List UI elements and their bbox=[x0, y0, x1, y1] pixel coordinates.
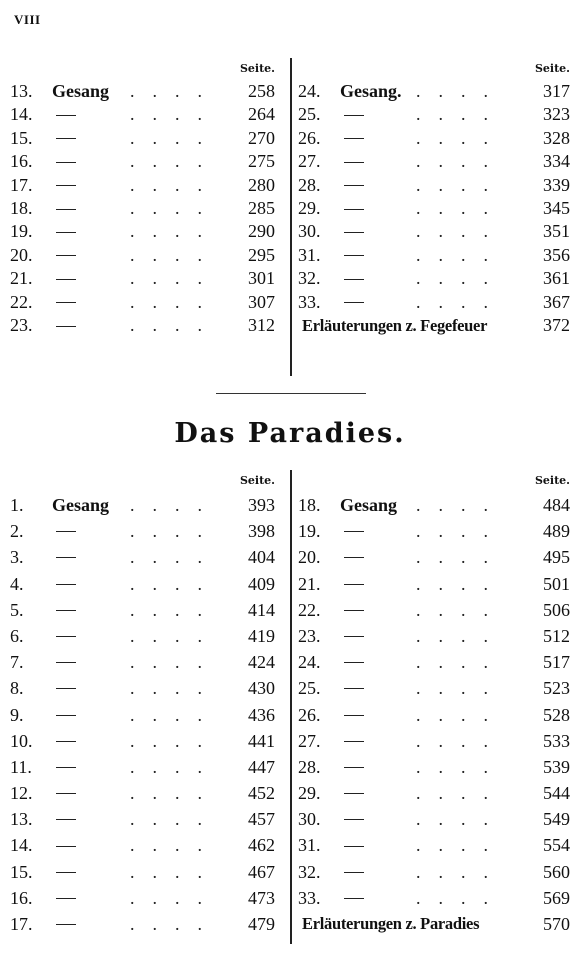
ditto-dash bbox=[56, 531, 76, 532]
toc-entry bbox=[10, 832, 275, 858]
leader-dots: .... bbox=[416, 678, 506, 699]
entry-number: 28. bbox=[298, 756, 321, 777]
toc-entry bbox=[298, 780, 570, 806]
entry-page: 345 bbox=[543, 197, 570, 218]
entry-page: 307 bbox=[248, 291, 275, 312]
toc-entry bbox=[10, 623, 275, 649]
ditto-dash bbox=[344, 662, 364, 663]
entry-number: 6. bbox=[10, 625, 24, 646]
ditto-dash bbox=[344, 741, 364, 742]
toc-entry bbox=[10, 728, 275, 754]
notes-text: Erläuterungen z. Paradies bbox=[302, 914, 480, 933]
ditto-dash bbox=[56, 846, 76, 847]
entry-page: 275 bbox=[248, 151, 275, 172]
ditto-dash bbox=[344, 279, 364, 280]
ditto-dash bbox=[56, 115, 76, 116]
leader-dots: .... bbox=[130, 495, 220, 515]
ditto-dash bbox=[56, 279, 76, 280]
ditto-dash bbox=[344, 767, 364, 768]
entry-page: 398 bbox=[248, 521, 275, 542]
toc-entry bbox=[10, 314, 275, 337]
entry-page: 544 bbox=[543, 783, 570, 804]
toc-entry bbox=[10, 267, 275, 290]
entry-page: 467 bbox=[248, 861, 275, 882]
ditto-dash bbox=[344, 584, 364, 585]
entry-page: 404 bbox=[248, 547, 275, 568]
toc-entry bbox=[10, 103, 275, 126]
leader-dots: .... bbox=[130, 197, 220, 218]
entry-page: 554 bbox=[543, 835, 570, 856]
entry-page: 361 bbox=[543, 268, 570, 289]
entry-number: 32. bbox=[298, 861, 321, 882]
toc-entry bbox=[298, 832, 570, 858]
ditto-dash bbox=[56, 232, 76, 233]
leader-dots: .... bbox=[130, 521, 220, 542]
toc-notes-entry bbox=[298, 911, 570, 937]
leader-dots: .... bbox=[416, 81, 506, 101]
toc-entry bbox=[10, 885, 275, 911]
toc-entry bbox=[298, 675, 570, 701]
entry-page: 462 bbox=[248, 835, 275, 856]
leader-dots: .... bbox=[130, 704, 220, 725]
toc-entry bbox=[10, 754, 275, 780]
leader-dots: .... bbox=[130, 127, 220, 148]
entry-page: 328 bbox=[543, 127, 570, 148]
ditto-dash bbox=[56, 326, 76, 327]
ditto-dash bbox=[56, 302, 76, 303]
toc-entry bbox=[298, 518, 570, 544]
entry-page: 457 bbox=[248, 809, 275, 830]
leader-dots: .... bbox=[130, 625, 220, 646]
ditto-dash bbox=[344, 610, 364, 611]
entry-label: Gesang bbox=[52, 495, 110, 515]
entry-page: 430 bbox=[248, 678, 275, 699]
ditto-dash bbox=[56, 162, 76, 163]
entry-number: 27. bbox=[298, 151, 321, 172]
entry-number: 1. bbox=[10, 495, 24, 515]
toc-entry bbox=[298, 492, 570, 518]
column-divider bbox=[290, 58, 292, 376]
ditto-dash bbox=[56, 255, 76, 256]
entry-page: 512 bbox=[543, 625, 570, 646]
toc-entry bbox=[298, 806, 570, 832]
entry-number: 33. bbox=[298, 291, 321, 312]
entry-number: 25. bbox=[298, 104, 321, 125]
seite-header: Seite. bbox=[534, 474, 570, 487]
toc-entry bbox=[298, 754, 570, 780]
entry-number: 16. bbox=[10, 887, 33, 908]
entry-label: Gesang bbox=[52, 81, 110, 101]
entry-number: 17. bbox=[10, 174, 33, 195]
ditto-dash bbox=[56, 793, 76, 794]
leader-dots: .... bbox=[130, 573, 220, 594]
leader-dots: .... bbox=[416, 151, 506, 172]
entry-page: 290 bbox=[248, 221, 275, 242]
section-divider bbox=[216, 393, 366, 394]
notes-text: Erläuterungen z. Fegefeuer bbox=[302, 315, 488, 335]
entry-number: 21. bbox=[298, 573, 321, 594]
leader-dots: .... bbox=[130, 174, 220, 195]
toc-right-column bbox=[298, 58, 570, 337]
toc-entry bbox=[298, 80, 570, 103]
notes-page: 570 bbox=[543, 914, 570, 934]
leader-dots: .... bbox=[130, 151, 220, 172]
entry-page: 533 bbox=[543, 730, 570, 751]
toc-entry bbox=[298, 267, 570, 290]
entry-page: 414 bbox=[248, 599, 275, 620]
leader-dots: .... bbox=[416, 221, 506, 242]
ditto-dash bbox=[56, 767, 76, 768]
entry-number: 23. bbox=[10, 314, 33, 335]
ditto-dash bbox=[344, 715, 364, 716]
leader-dots: .... bbox=[416, 756, 506, 777]
toc-left-column bbox=[10, 58, 275, 337]
entry-number: 22. bbox=[298, 599, 321, 620]
toc-left-column bbox=[10, 470, 275, 937]
leader-dots: .... bbox=[130, 291, 220, 312]
leader-dots: .... bbox=[416, 625, 506, 646]
leader-dots: .... bbox=[416, 599, 506, 620]
entry-number: 20. bbox=[10, 244, 33, 265]
leader-dots: .... bbox=[130, 887, 220, 908]
ditto-dash bbox=[56, 924, 76, 925]
entry-number: 30. bbox=[298, 809, 321, 830]
ditto-dash bbox=[56, 662, 76, 663]
ditto-dash bbox=[56, 557, 76, 558]
leader-dots: .... bbox=[416, 783, 506, 804]
entry-number: 14. bbox=[10, 104, 33, 125]
entry-number: 29. bbox=[298, 783, 321, 804]
entry-page: 258 bbox=[248, 81, 275, 101]
toc-entry bbox=[10, 859, 275, 885]
leader-dots: .... bbox=[130, 221, 220, 242]
ditto-dash bbox=[344, 185, 364, 186]
entry-page: 473 bbox=[248, 887, 275, 908]
entry-page: 549 bbox=[543, 809, 570, 830]
ditto-dash bbox=[344, 688, 364, 689]
toc-entry bbox=[10, 127, 275, 150]
entry-page: 285 bbox=[248, 197, 275, 218]
entry-number: 9. bbox=[10, 704, 24, 725]
toc-entry bbox=[10, 197, 275, 220]
entry-number: 13. bbox=[10, 809, 33, 830]
leader-dots: .... bbox=[130, 678, 220, 699]
entry-number: 19. bbox=[298, 521, 321, 542]
ditto-dash bbox=[344, 898, 364, 899]
ditto-dash bbox=[344, 115, 364, 116]
leader-dots: .... bbox=[130, 914, 220, 934]
toc-entry bbox=[298, 220, 570, 243]
entry-page: 506 bbox=[543, 599, 570, 620]
ditto-dash bbox=[344, 209, 364, 210]
ditto-dash bbox=[56, 898, 76, 899]
entry-page: 441 bbox=[248, 730, 275, 751]
entry-number: 13. bbox=[10, 81, 33, 101]
entry-number: 28. bbox=[298, 174, 321, 195]
toc-entry bbox=[10, 244, 275, 267]
entry-page: 264 bbox=[248, 104, 275, 125]
toc-entry bbox=[10, 571, 275, 597]
leader-dots: .... bbox=[416, 104, 506, 125]
toc-entry bbox=[10, 80, 275, 103]
notes-label bbox=[302, 314, 570, 337]
entry-page: 270 bbox=[248, 127, 275, 148]
toc-entry bbox=[10, 518, 275, 544]
leader-dots: .... bbox=[416, 547, 506, 568]
toc-right-column bbox=[298, 470, 570, 937]
ditto-dash bbox=[344, 232, 364, 233]
toc-entry bbox=[298, 623, 570, 649]
ditto-dash bbox=[344, 302, 364, 303]
column-divider bbox=[290, 470, 292, 944]
toc-entry bbox=[10, 702, 275, 728]
toc-entry bbox=[298, 597, 570, 623]
entry-number: 29. bbox=[298, 197, 321, 218]
leader-dots: .... bbox=[130, 547, 220, 568]
entry-number: 31. bbox=[298, 244, 321, 265]
leader-dots: .... bbox=[416, 704, 506, 725]
entry-page: 367 bbox=[543, 291, 570, 312]
entry-page: 484 bbox=[543, 495, 570, 515]
entry-number: 26. bbox=[298, 127, 321, 148]
entry-number: 27. bbox=[298, 730, 321, 751]
toc-entry bbox=[10, 911, 275, 937]
toc-entry bbox=[10, 220, 275, 243]
toc-entry bbox=[10, 174, 275, 197]
entry-number: 8. bbox=[10, 678, 24, 699]
toc-entry bbox=[298, 728, 570, 754]
entry-page: 569 bbox=[543, 887, 570, 908]
leader-dots: .... bbox=[130, 861, 220, 882]
entry-page: 419 bbox=[248, 625, 275, 646]
toc-entry bbox=[298, 150, 570, 173]
toc-entry bbox=[10, 597, 275, 623]
toc-entry bbox=[298, 571, 570, 597]
entry-number: 24. bbox=[298, 81, 321, 101]
leader-dots: .... bbox=[416, 268, 506, 289]
ditto-dash bbox=[344, 557, 364, 558]
entry-label: Gesang. bbox=[340, 81, 402, 101]
entry-page: 539 bbox=[543, 756, 570, 777]
entry-page: 489 bbox=[543, 521, 570, 542]
toc-entry bbox=[10, 150, 275, 173]
toc-entry bbox=[10, 544, 275, 570]
toc-entry bbox=[298, 103, 570, 126]
leader-dots: .... bbox=[130, 652, 220, 673]
entry-page: 334 bbox=[543, 151, 570, 172]
entry-number: 2. bbox=[10, 521, 24, 542]
notes-label bbox=[302, 911, 570, 937]
entry-page: 560 bbox=[543, 861, 570, 882]
toc-entry bbox=[298, 127, 570, 150]
leader-dots: .... bbox=[130, 599, 220, 620]
entry-number: 30. bbox=[298, 221, 321, 242]
entry-number: 22. bbox=[10, 291, 33, 312]
entry-page: 295 bbox=[248, 244, 275, 265]
toc-entry bbox=[298, 649, 570, 675]
ditto-dash bbox=[56, 584, 76, 585]
entry-number: 16. bbox=[10, 151, 33, 172]
entry-page: 351 bbox=[543, 221, 570, 242]
leader-dots: .... bbox=[130, 809, 220, 830]
entry-number: 5. bbox=[10, 599, 24, 620]
toc-entry bbox=[298, 291, 570, 314]
entry-page: 323 bbox=[543, 104, 570, 125]
toc-entry bbox=[298, 885, 570, 911]
entry-page: 317 bbox=[543, 81, 570, 101]
entry-number: 15. bbox=[10, 861, 33, 882]
seite-header: Seite. bbox=[239, 62, 275, 75]
seite-header: Seite. bbox=[239, 474, 275, 487]
toc-entry bbox=[298, 544, 570, 570]
entry-page: 452 bbox=[248, 783, 275, 804]
entry-number: 7. bbox=[10, 652, 24, 673]
ditto-dash bbox=[344, 636, 364, 637]
leader-dots: .... bbox=[130, 756, 220, 777]
toc-entry bbox=[10, 806, 275, 832]
leader-dots: .... bbox=[130, 81, 220, 101]
entry-page: 356 bbox=[543, 244, 570, 265]
entry-number: 26. bbox=[298, 704, 321, 725]
entry-number: 12. bbox=[10, 783, 33, 804]
entry-page: 447 bbox=[248, 756, 275, 777]
toc-entry bbox=[10, 291, 275, 314]
ditto-dash bbox=[56, 138, 76, 139]
leader-dots: .... bbox=[416, 835, 506, 856]
leader-dots: .... bbox=[416, 573, 506, 594]
entry-number: 18. bbox=[10, 197, 33, 218]
leader-dots: .... bbox=[416, 495, 506, 515]
entry-number: 11. bbox=[10, 756, 32, 777]
ditto-dash bbox=[56, 636, 76, 637]
entry-number: 4. bbox=[10, 573, 24, 594]
entry-page: 517 bbox=[543, 652, 570, 673]
ditto-dash bbox=[344, 872, 364, 873]
ditto-dash bbox=[56, 209, 76, 210]
leader-dots: .... bbox=[130, 314, 220, 335]
ditto-dash bbox=[56, 741, 76, 742]
entry-number: 15. bbox=[10, 127, 33, 148]
toc-entry bbox=[10, 649, 275, 675]
leader-dots: .... bbox=[416, 291, 506, 312]
toc-entry bbox=[10, 492, 275, 518]
leader-dots: .... bbox=[416, 809, 506, 830]
toc-entry bbox=[298, 197, 570, 220]
entry-page: 523 bbox=[543, 678, 570, 699]
toc-entry bbox=[298, 174, 570, 197]
entry-number: 14. bbox=[10, 835, 33, 856]
ditto-dash bbox=[56, 688, 76, 689]
ditto-dash bbox=[344, 162, 364, 163]
leader-dots: .... bbox=[416, 652, 506, 673]
entry-number: 10. bbox=[10, 730, 33, 751]
ditto-dash bbox=[56, 819, 76, 820]
entry-page: 301 bbox=[248, 268, 275, 289]
leader-dots: .... bbox=[416, 127, 506, 148]
leader-dots: .... bbox=[130, 835, 220, 856]
entry-label: Gesang bbox=[340, 495, 398, 515]
ditto-dash bbox=[56, 185, 76, 186]
leader-dots: .... bbox=[416, 244, 506, 265]
leader-dots: .... bbox=[130, 268, 220, 289]
entry-page: 393 bbox=[248, 495, 275, 515]
entry-number: 18. bbox=[298, 495, 321, 515]
entry-number: 17. bbox=[10, 914, 33, 934]
ditto-dash bbox=[344, 846, 364, 847]
entry-page: 436 bbox=[248, 704, 275, 725]
entry-number: 32. bbox=[298, 268, 321, 289]
entry-page: 280 bbox=[248, 174, 275, 195]
ditto-dash bbox=[56, 715, 76, 716]
ditto-dash bbox=[344, 138, 364, 139]
entry-number: 20. bbox=[298, 547, 321, 568]
toc-entry bbox=[298, 859, 570, 885]
leader-dots: .... bbox=[416, 730, 506, 751]
leader-dots: .... bbox=[416, 861, 506, 882]
entry-number: 33. bbox=[298, 887, 321, 908]
ditto-dash bbox=[56, 872, 76, 873]
entry-page: 501 bbox=[543, 573, 570, 594]
entry-number: 24. bbox=[298, 652, 321, 673]
toc-entry bbox=[10, 675, 275, 701]
ditto-dash bbox=[344, 819, 364, 820]
entry-page: 424 bbox=[248, 652, 275, 673]
section-title: Das Paradies. bbox=[174, 418, 406, 449]
leader-dots: .... bbox=[416, 174, 506, 195]
ditto-dash bbox=[344, 255, 364, 256]
entry-number: 23. bbox=[298, 625, 321, 646]
entry-number: 19. bbox=[10, 221, 33, 242]
entry-number: 21. bbox=[10, 268, 33, 289]
toc-entry bbox=[298, 244, 570, 267]
ditto-dash bbox=[344, 793, 364, 794]
leader-dots: .... bbox=[416, 521, 506, 542]
leader-dots: .... bbox=[130, 783, 220, 804]
entry-page: 312 bbox=[248, 314, 275, 335]
ditto-dash bbox=[56, 610, 76, 611]
page-number: VIII bbox=[14, 12, 41, 27]
leader-dots: .... bbox=[130, 730, 220, 751]
seite-header: Seite. bbox=[534, 62, 570, 75]
entry-page: 495 bbox=[543, 547, 570, 568]
entry-number: 25. bbox=[298, 678, 321, 699]
toc-entry bbox=[10, 780, 275, 806]
leader-dots: .... bbox=[416, 197, 506, 218]
entry-page: 339 bbox=[543, 174, 570, 195]
notes-page: 372 bbox=[543, 314, 570, 335]
ditto-dash bbox=[344, 531, 364, 532]
leader-dots: .... bbox=[130, 104, 220, 125]
toc-entry bbox=[298, 702, 570, 728]
entry-number: 31. bbox=[298, 835, 321, 856]
leader-dots: .... bbox=[130, 244, 220, 265]
entry-page: 479 bbox=[248, 914, 275, 934]
leader-dots: .... bbox=[416, 887, 506, 908]
entry-page: 409 bbox=[248, 573, 275, 594]
entry-number: 3. bbox=[10, 547, 24, 568]
entry-page: 528 bbox=[543, 704, 570, 725]
toc-notes-entry bbox=[298, 314, 570, 337]
